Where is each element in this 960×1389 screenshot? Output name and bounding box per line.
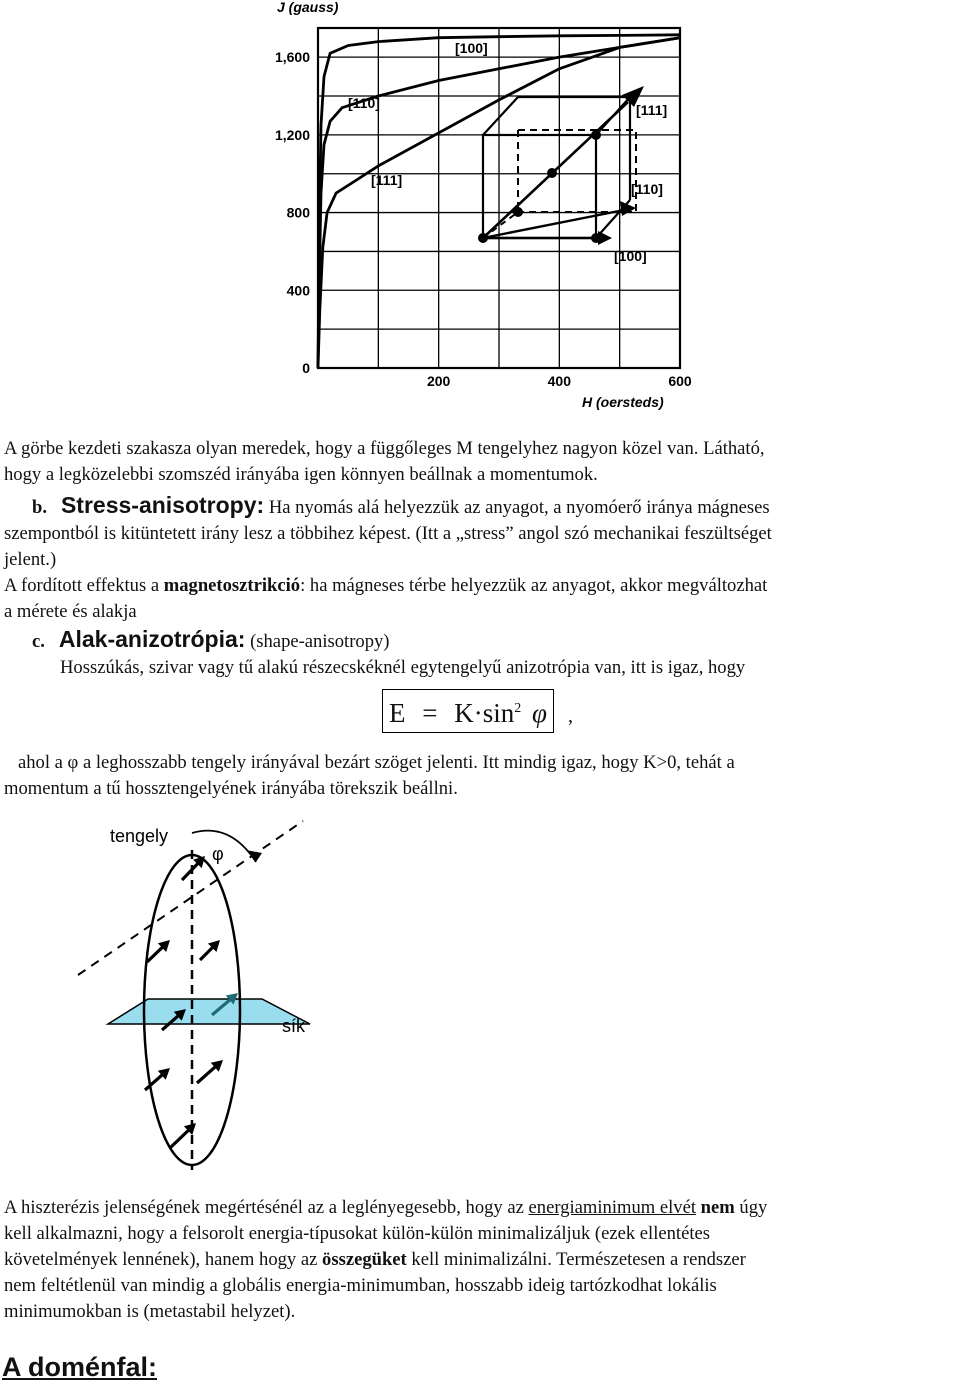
y-tick-label: 1,200	[274, 126, 310, 143]
reverse-bold: magnetosztrikció	[163, 575, 301, 596]
conclusion-line-2: kell alkalmazni, hogy a felsorolt energia-típusokat külön-külön minimalizáljuk (ezek ellentétes	[4, 1223, 710, 1244]
conclusion-l3-pre: követelmények lennének), hanem hogy az	[4, 1249, 323, 1270]
formula-exponent: 2	[514, 701, 522, 716]
y-tick-label: 1,600	[274, 49, 310, 66]
section-b-line-3: jelent.)	[4, 549, 57, 570]
shape-anisotropy-figure	[0, 810, 960, 1170]
cube-dot	[513, 207, 523, 217]
conclusion-post: úgy	[734, 1197, 768, 1218]
x-tick-label: 600	[668, 373, 692, 389]
formula-equals: =	[422, 698, 438, 728]
intro-paragraph	[4, 436, 956, 488]
section-b-reverse-line-2: a mérete és alakja	[4, 601, 137, 622]
reverse-post: : ha mágneses térbe helyezzük az anyagot, akkor megváltozhat	[300, 575, 768, 596]
conclusion-l3-bold: összegüket	[322, 1249, 407, 1270]
explanation-line-1: ahol a φ a leghosszabb tengely irányával bezárt szöget jelenti. Itt mindig igaz, hogy K>0, tehát a	[18, 752, 735, 773]
magnetization-chart	[0, 0, 960, 420]
conclusion-line-3	[4, 1247, 956, 1273]
conclusion-pre: A hiszterézis jelenségének megértésénél az a leglényegesebb, hogy az	[4, 1197, 529, 1218]
section-c-heading	[4, 626, 956, 655]
series-label-111: [111]	[371, 172, 403, 188]
x-axis-label: H (oersteds)	[582, 394, 664, 410]
cube-dot	[591, 130, 601, 140]
y-axis-label: J (gauss)	[277, 0, 339, 15]
section-b-title: Stress-anisotropy:	[60, 492, 265, 518]
formula-phi: φ	[532, 698, 547, 728]
section-c-title: Alak-anizotrópia:	[58, 626, 246, 652]
series-label-100: [100]	[455, 40, 488, 56]
section-b-marker: b.	[32, 497, 47, 518]
conclusion-underline: energiaminimum elvét	[528, 1197, 697, 1218]
section-c	[4, 626, 956, 681]
cube-label-100: [100]	[614, 248, 647, 264]
intro-line-2: hogy a legközelebbi szomszéd irányába igen könnyen beállnak a momentumok.	[4, 464, 598, 485]
formula-K: K	[454, 698, 474, 728]
conclusion-paragraph	[4, 1195, 956, 1325]
y-tick-label: 0	[302, 360, 310, 376]
section-b-text: Ha nyomás alá helyezzük az anyagot, a nyomóerő iránya mágneses	[264, 497, 770, 518]
conclusion-bold-nem: nem	[700, 1197, 735, 1218]
formula-E: E	[389, 698, 406, 728]
reverse-pre: A fordított effektus a	[4, 575, 164, 596]
section-b	[4, 492, 956, 625]
section-b-line-2: szempontból is kitüntetett irány lesz a többihez képest. (Itt a „stress” angol szó mechanikai feszültséget	[4, 523, 772, 544]
section-c-text: Hosszúkás, szivar vagy tű alakú részecskéknél egytengelyű anizotrópia van, itt is igaz, hogy	[60, 657, 746, 678]
formula-dot: ·	[473, 698, 483, 728]
explanation-line-2: momentum a tű hossztengelyének irányába törekszik beállni.	[4, 778, 458, 799]
section-b-reverse-line	[4, 573, 956, 599]
section-b-line-1	[4, 492, 956, 521]
x-tick-label: 400	[547, 373, 572, 389]
y-tick-label: 800	[286, 204, 310, 221]
section-c-explanation	[4, 750, 956, 802]
angle-label: φ	[212, 844, 224, 864]
section-c-marker: c.	[32, 631, 45, 652]
conclusion-line-5: minimumokban is (metastabil helyzet).	[4, 1301, 296, 1322]
axis-label: tengely	[110, 826, 169, 846]
x-tick-label: 200	[426, 373, 451, 389]
y-tick-label: 400	[286, 282, 310, 299]
cube-label-110: [110]	[631, 181, 663, 197]
cube-dot	[591, 233, 601, 243]
chart-grid	[318, 28, 680, 368]
formula-comma: ,	[567, 705, 573, 727]
formula	[382, 689, 573, 729]
cube-back-edges	[518, 130, 636, 212]
series-label-110: [110]	[348, 95, 380, 111]
section-heading-domenfal: A doménfal:	[2, 1352, 157, 1382]
conclusion-l3-post: kell minimalizálni. Természetesen a rendszer	[406, 1249, 746, 1270]
intro-line-1: A görbe kezdeti szakasza olyan meredek, hogy a függőleges M tengelyhez nagyon közel van. Látható,	[4, 438, 765, 459]
formula-sin: sin	[482, 698, 515, 728]
section-c-subtitle: (shape-anisotropy)	[245, 631, 390, 652]
plane-label: sík	[282, 1016, 306, 1036]
plane	[108, 999, 310, 1024]
conclusion-line-1	[4, 1195, 956, 1221]
cube-label-111: [111]	[636, 102, 668, 118]
cube-dot	[478, 233, 488, 243]
cube-edge	[483, 97, 518, 135]
formula-box	[382, 689, 554, 733]
cube-dot	[547, 168, 557, 178]
conclusion-line-4: nem feltétlenül van mindig a globális energia-minimumban, hosszabb ideig tartózkodhat lokális	[4, 1275, 717, 1296]
